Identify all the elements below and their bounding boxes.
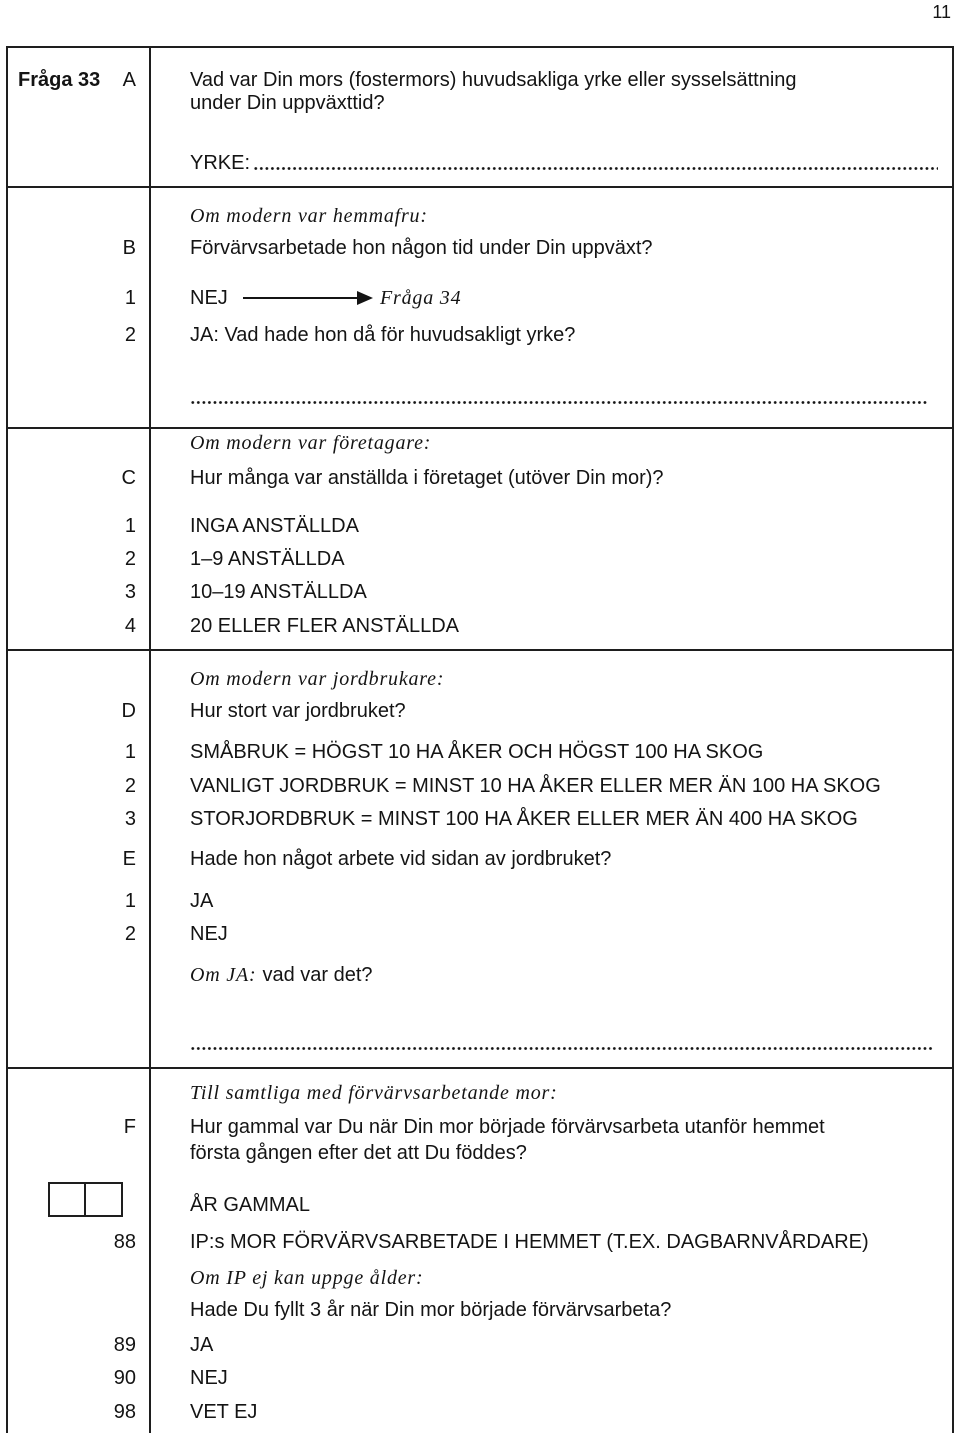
option-label: 10–19 ANSTÄLLDA (190, 581, 367, 603)
part-c-option-row (0, 615, 960, 637)
part-b-question-row (0, 237, 960, 259)
part-f-condition-row (0, 1082, 960, 1104)
option-label: JA: Vad hade hon då för huvudsakligt yrke? (190, 324, 576, 346)
option-label: SMÅBRUK = HÖGST 10 HA ÅKER OCH HÖGST 100 HA SKOG (190, 741, 764, 763)
part-c-question-row (0, 467, 960, 489)
option-label: INGA ANSTÄLLDA (190, 515, 359, 537)
option-label: 1–9 ANSTÄLLDA (190, 548, 345, 570)
part-f-question-line-1: Hur gammal var Du när Din mor började förvärvsarbeta utanför hemmet (190, 1116, 825, 1138)
option-code: 2 (124, 775, 136, 797)
part-d-condition: Om modern var jordbrukare: (190, 668, 445, 690)
part-f-letter: F (123, 1116, 136, 1138)
part-f-answer-row (0, 1194, 960, 1216)
part-c-condition: Om modern var företagare: (190, 432, 432, 454)
part-e-option-row (0, 923, 960, 945)
part-d-condition-row (0, 668, 960, 690)
part-d-option-row (0, 741, 960, 763)
part-f-question-row-2 (0, 1142, 960, 1164)
part-f-followup-condition: Om IP ej kan uppge ålder: (190, 1267, 424, 1289)
part-a-question-row-2 (0, 92, 960, 114)
option-code: 1 (124, 890, 136, 912)
option-code: 3 (124, 808, 136, 830)
option-code: 89 (113, 1334, 136, 1356)
part-b-letter: B (122, 237, 136, 259)
occupation-answer-line (190, 400, 928, 405)
part-f-followup-option-row (0, 1334, 960, 1356)
option-label: JA (190, 890, 214, 912)
part-d-letter: D (121, 700, 136, 722)
part-d-question: Hur stort var jordbruket? (190, 700, 406, 722)
option-label: VANLIGT JORDBRUK = MINST 10 HA ÅKER ELLER MER ÄN 100 HA SKOG (190, 775, 881, 797)
part-c-option-row (0, 515, 960, 537)
part-d-option-row (0, 775, 960, 797)
option-code: 2 (124, 548, 136, 570)
part-b-condition-row (0, 205, 960, 227)
part-e-question-row (0, 848, 960, 870)
option-label: VET EJ (190, 1401, 258, 1423)
option-label: NEJ (190, 923, 228, 945)
part-c-option-row (0, 581, 960, 603)
skip-instruction: Fråga 34 (380, 287, 462, 309)
part-f-question-row-1 (0, 1116, 960, 1138)
part-e-letter: E (122, 848, 136, 870)
section-divider-d (6, 649, 954, 651)
option-code: 1 (124, 741, 136, 763)
arrow-right-icon (243, 290, 373, 306)
part-f-option-row (0, 1231, 960, 1253)
age-unit-label: ÅR GAMMAL (190, 1194, 311, 1216)
part-a-question-line-1: Vad var Din mors (fostermors) huvudsakliga yrke eller sysselsättning (190, 69, 797, 91)
side-job-answer-line (190, 1046, 933, 1051)
option-label: 20 ELLER FLER ANSTÄLLDA (190, 615, 460, 637)
option-code: 2 (124, 324, 136, 346)
part-a-question-row-1 (0, 69, 960, 91)
part-e-option-row (0, 890, 960, 912)
option-label: NEJ (190, 287, 228, 309)
part-f-followup-option-row (0, 1401, 960, 1423)
option-code: 4 (124, 615, 136, 637)
page-number: 11 (932, 2, 951, 22)
part-f-followup-option-row (0, 1367, 960, 1389)
part-c-condition-row (0, 432, 960, 454)
part-b-question: Förvärvsarbetade hon någon tid under Din uppväxt? (190, 237, 653, 259)
part-f-question-line-2: första gången efter det att Du föddes? (190, 1142, 527, 1164)
part-f-followup-condition-row (0, 1267, 960, 1289)
option-label: NEJ (190, 1367, 228, 1389)
part-f-followup-question-row (0, 1299, 960, 1321)
part-c-option-row (0, 548, 960, 570)
part-e-followup-row (0, 964, 960, 986)
section-divider-c (6, 427, 954, 429)
option-label: IP:s MOR FÖRVÄRVSARBETADE I HEMMET (T.EX. DAGBARNVÅRDARE) (190, 1231, 869, 1253)
occupation-field-label: YRKE: (190, 152, 251, 174)
option-label: JA (190, 1334, 214, 1356)
part-e-followup-question: vad var det? (262, 964, 373, 986)
part-b-option-row (0, 324, 960, 346)
option-code: 98 (113, 1401, 136, 1423)
part-b-option-row (0, 287, 960, 309)
occupation-answer-line (253, 166, 938, 171)
section-divider-b (6, 186, 954, 188)
part-a-letter: A (122, 69, 136, 91)
part-c-question: Hur många var anställda i företaget (utöver Din mor)? (190, 467, 664, 489)
option-code: 90 (113, 1367, 136, 1389)
part-c-letter: C (121, 467, 136, 489)
option-code: 3 (124, 581, 136, 603)
option-code: 2 (124, 923, 136, 945)
part-e-question: Hade hon något arbete vid sidan av jordbruket? (190, 848, 612, 870)
part-e-followup-condition: Om JA: (190, 964, 257, 986)
part-b-condition: Om modern var hemmafru: (190, 205, 428, 227)
part-d-question-row (0, 700, 960, 722)
option-code: 88 (113, 1231, 136, 1253)
section-divider-f (6, 1067, 954, 1069)
option-label: STORJORDBRUK = MINST 100 HA ÅKER ELLER MER ÄN 400 HA SKOG (190, 808, 858, 830)
option-code: 1 (124, 515, 136, 537)
part-f-followup-question: Hade Du fyllt 3 år när Din mor började förvärvsarbeta? (190, 1299, 672, 1321)
part-f-condition: Till samtliga med förvärvsarbetande mor: (190, 1082, 558, 1104)
part-d-option-row (0, 808, 960, 830)
question-number: Fråga 33 (18, 69, 101, 91)
part-e-followup (190, 964, 373, 986)
part-a-question-line-2: under Din uppväxttid? (190, 92, 385, 114)
option-code: 1 (124, 287, 136, 309)
